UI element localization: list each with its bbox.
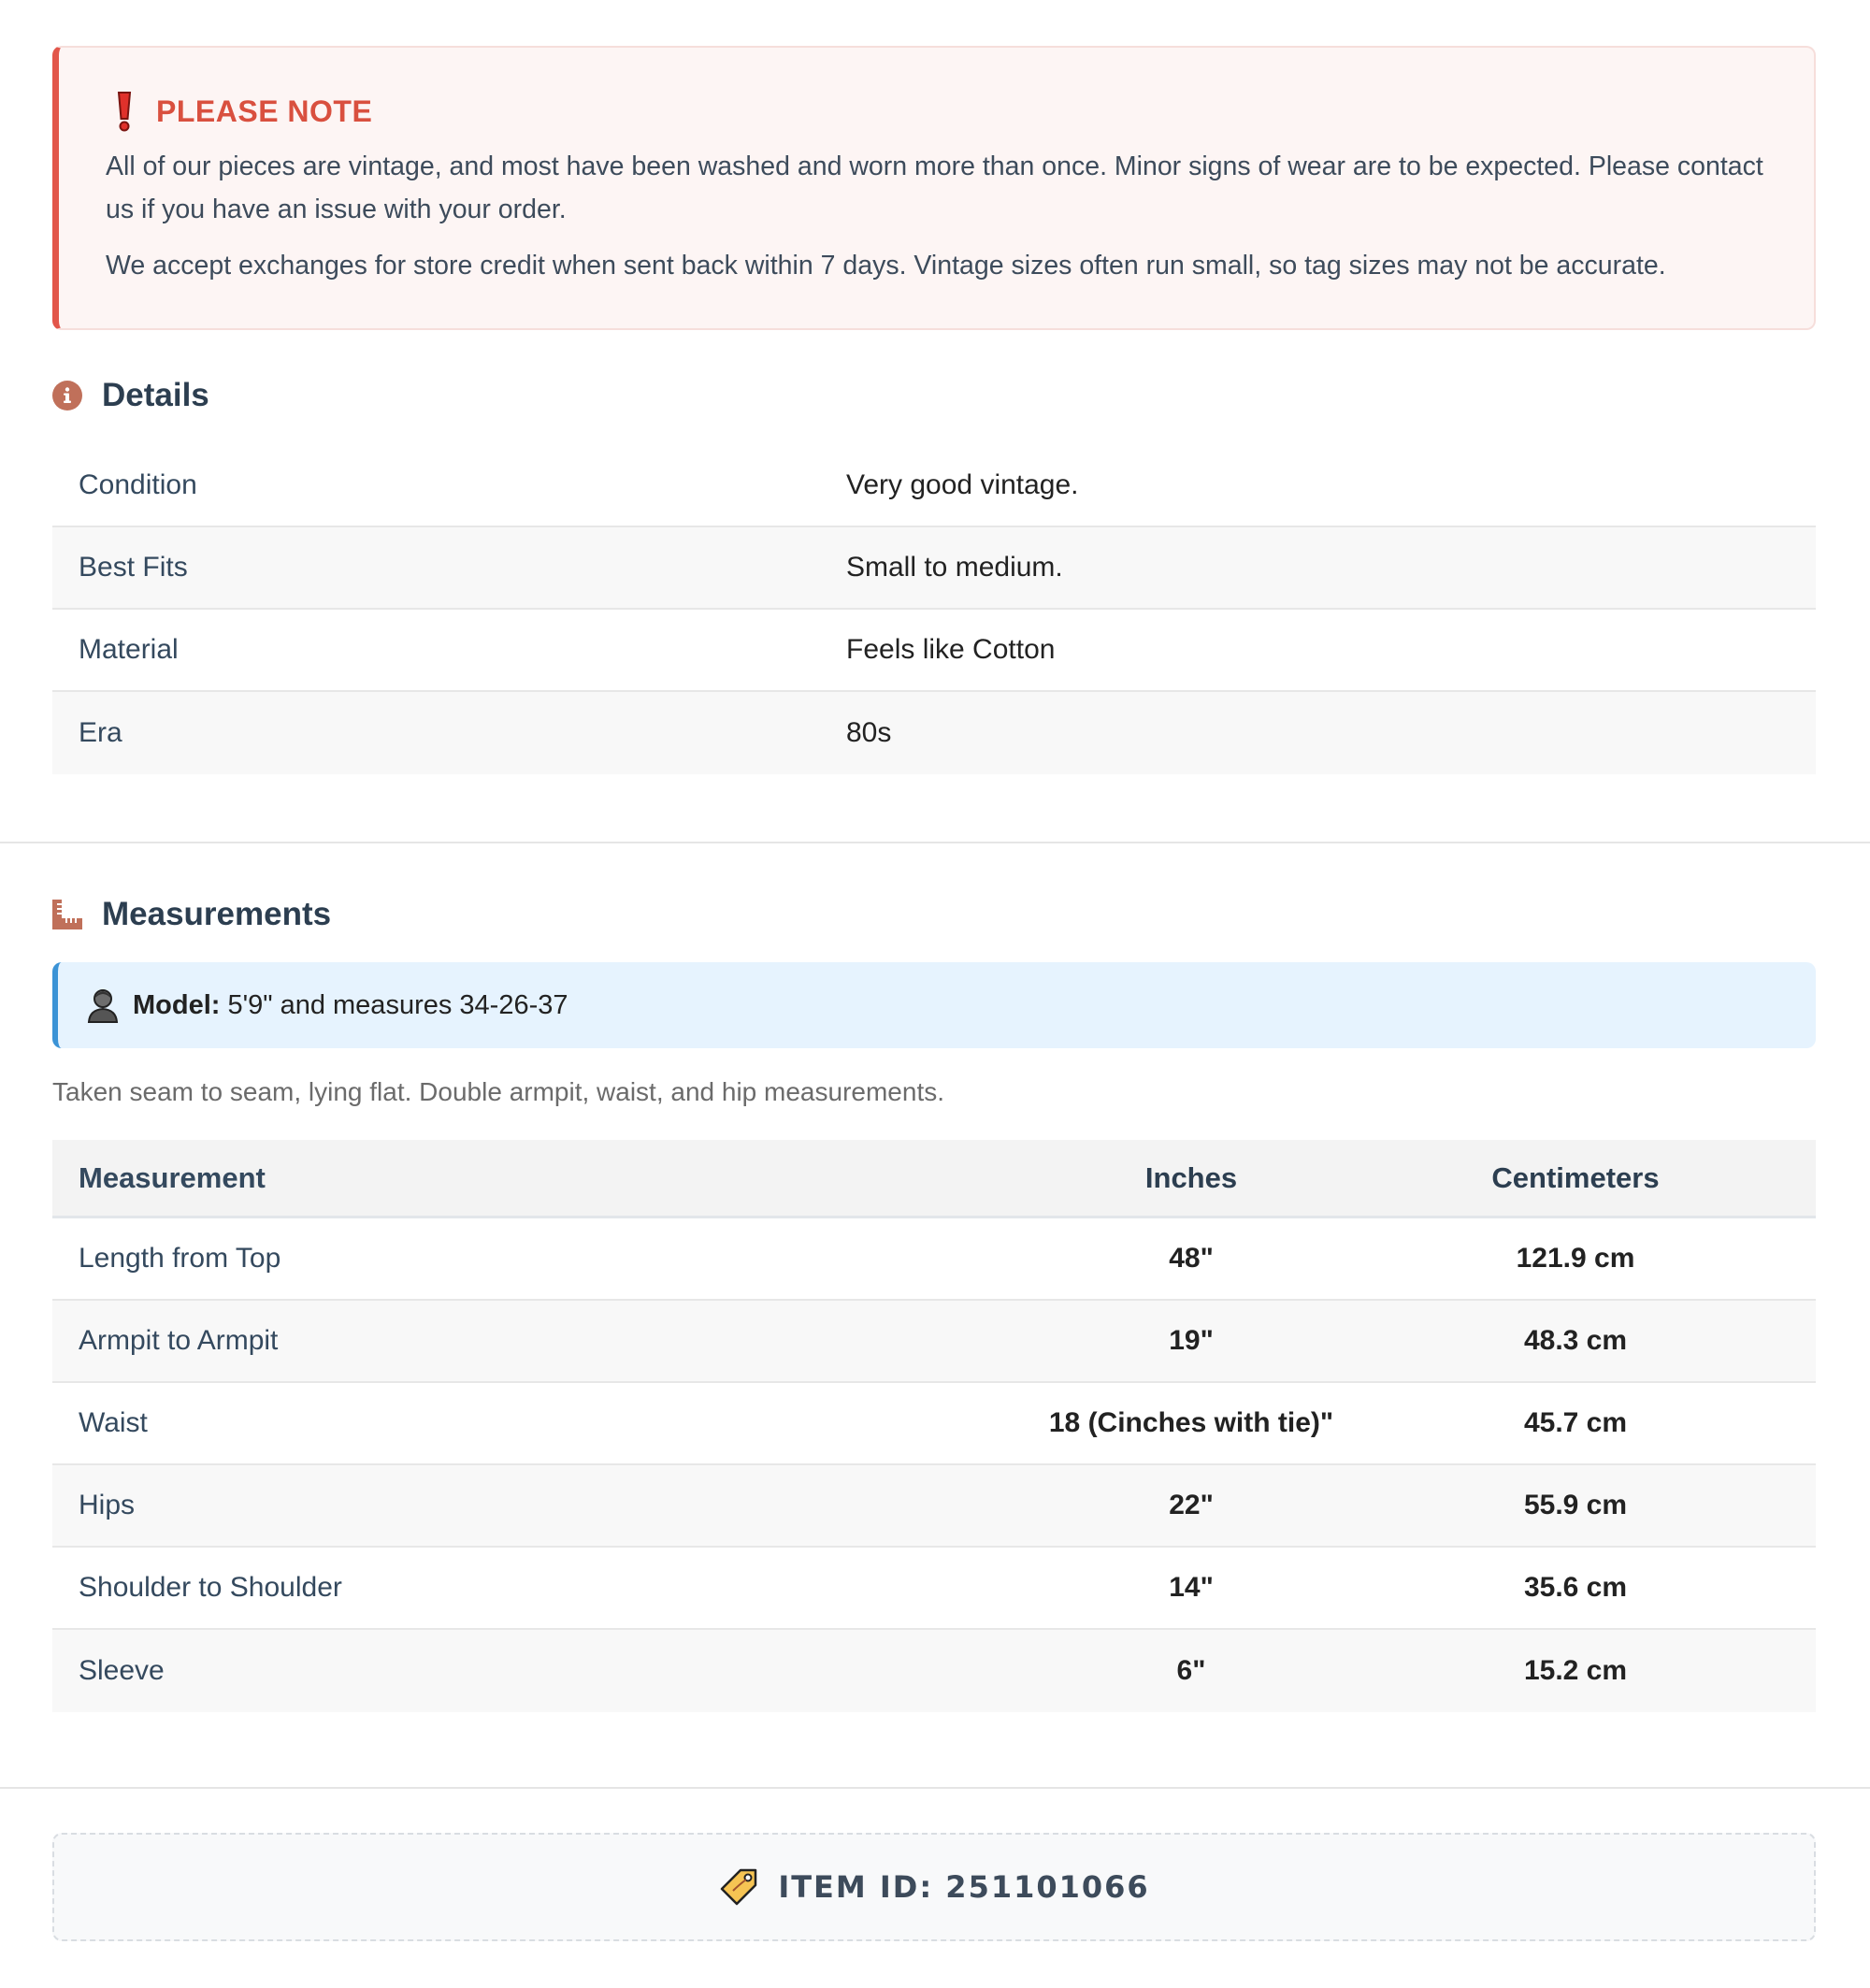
measurement-inches: 48" bbox=[1169, 1243, 1214, 1274]
measurement-cm: 35.6 cm bbox=[1523, 1572, 1628, 1603]
details-table bbox=[52, 445, 1816, 774]
table-row bbox=[52, 1301, 1816, 1383]
measurement-cm: 45.7 cm bbox=[1523, 1407, 1628, 1438]
ruler-icon bbox=[52, 900, 82, 929]
measurement-cm: 15.2 cm bbox=[1523, 1655, 1628, 1686]
table-row bbox=[52, 1630, 1816, 1712]
notice-title: PLEASE NOTE bbox=[156, 94, 373, 128]
column-header-measurement: Measurement bbox=[79, 1160, 266, 1194]
item-id-text: ITEM ID: 251101066 bbox=[778, 1869, 1150, 1905]
details-title: Details bbox=[102, 377, 209, 413]
table-row bbox=[52, 1465, 1816, 1548]
measurement-name: Shoulder to Shoulder bbox=[79, 1572, 342, 1603]
details-value: Feels like Cotton bbox=[846, 634, 1056, 665]
model-note bbox=[52, 962, 1816, 1048]
item-id-box bbox=[52, 1833, 1816, 1941]
details-row-condition bbox=[52, 445, 1816, 527]
measurement-inches: 14" bbox=[1169, 1572, 1214, 1603]
model-label: Model: bbox=[133, 989, 221, 1020]
section-divider bbox=[0, 842, 1870, 843]
measurements-header bbox=[52, 891, 331, 938]
table-row bbox=[52, 1548, 1816, 1630]
details-row-best-fits bbox=[52, 527, 1816, 610]
measurement-cm: 55.9 cm bbox=[1523, 1490, 1628, 1520]
notice-header bbox=[106, 87, 1765, 136]
measurements-title: Measurements bbox=[102, 896, 332, 932]
measurement-name: Waist bbox=[79, 1407, 148, 1438]
details-value: 80s bbox=[846, 717, 892, 748]
details-label: Material bbox=[79, 634, 179, 665]
details-value: Very good vintage. bbox=[846, 469, 1079, 500]
person-icon bbox=[86, 987, 120, 1024]
measurement-cm: 121.9 cm bbox=[1516, 1243, 1635, 1274]
details-row-era bbox=[52, 692, 1816, 774]
measurement-inches: 22" bbox=[1169, 1490, 1214, 1520]
please-note-box bbox=[52, 46, 1816, 330]
measurement-inches: 18 (Cinches with tie)" bbox=[1048, 1407, 1334, 1438]
measurement-name: Hips bbox=[79, 1490, 136, 1520]
measurement-inches: 19" bbox=[1169, 1325, 1214, 1356]
measurement-inches: 6" bbox=[1176, 1655, 1206, 1686]
details-label: Condition bbox=[79, 469, 197, 500]
info-icon bbox=[52, 381, 82, 411]
notice-paragraph-2: We accept exchanges for store credit when sent back within 7 days. Vintage sizes often run small, so tag sizes may not be accurate. bbox=[106, 251, 1666, 281]
measurements-table bbox=[52, 1140, 1816, 1712]
section-divider bbox=[0, 1787, 1870, 1789]
measurement-caption: Taken seam to seam, lying flat. Double armpit, waist, and hip measurements. bbox=[52, 1077, 944, 1106]
notice-paragraph-1: All of our pieces are vintage, and most have been washed and worn more than once. Minor signs of wear are to be expected. Please contact us if you have an issue with your order. bbox=[106, 151, 1763, 224]
details-value: Small to medium. bbox=[846, 552, 1063, 583]
measurement-cm: 48.3 cm bbox=[1523, 1325, 1628, 1356]
details-header bbox=[52, 372, 209, 419]
column-header-inches: Inches bbox=[1144, 1160, 1238, 1194]
table-header bbox=[52, 1140, 1816, 1218]
details-row-material bbox=[52, 610, 1816, 692]
measurement-name: Sleeve bbox=[79, 1655, 165, 1686]
column-header-centimeters: Centimeters bbox=[1491, 1160, 1660, 1194]
table-row bbox=[52, 1218, 1816, 1301]
tag-icon bbox=[718, 1866, 759, 1908]
model-text: 5'9" and measures 34-26-37 bbox=[227, 989, 568, 1020]
exclamation-icon bbox=[106, 87, 143, 136]
measurement-name: Length from Top bbox=[79, 1243, 281, 1274]
details-label: Best Fits bbox=[79, 552, 188, 583]
details-label: Era bbox=[79, 717, 122, 748]
table-row bbox=[52, 1383, 1816, 1465]
measurement-name: Armpit to Armpit bbox=[79, 1325, 279, 1356]
